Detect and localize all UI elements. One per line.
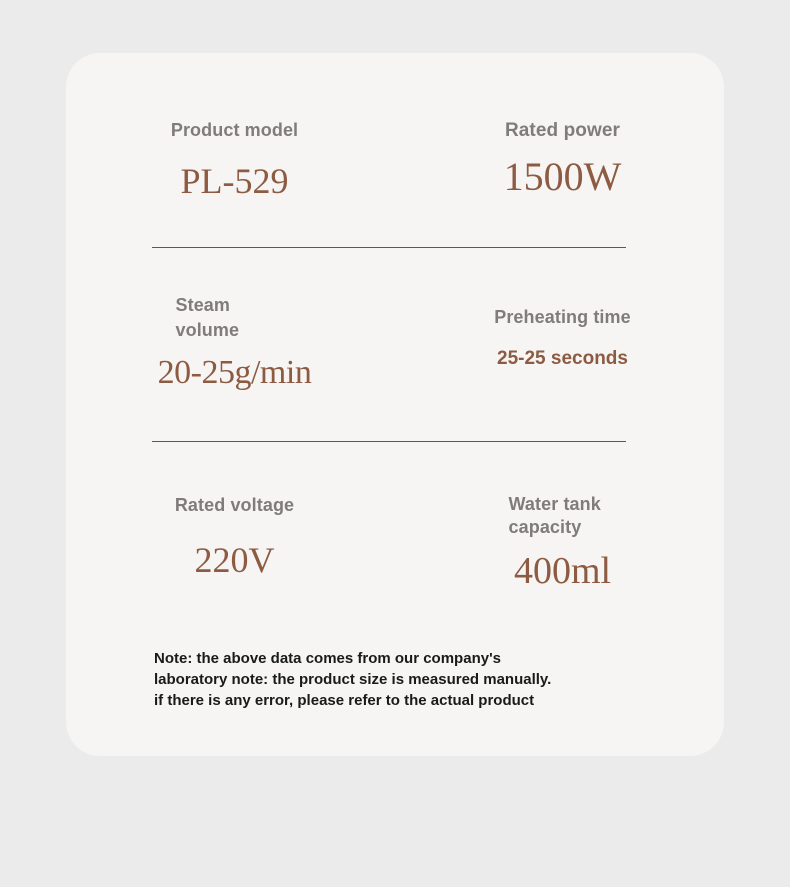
disclaimer-note	[154, 648, 654, 711]
spec-cell-water-tank-capacity	[395, 493, 724, 593]
spec-label-steam-volume: Steam volume	[175, 295, 240, 340]
spec-cell-preheating-time	[395, 293, 724, 395]
note-line-2: laboratory note: the product size is measured manually.	[154, 671, 552, 688]
note-line-3: if there is any error, please refer to the actual product	[154, 692, 535, 709]
spec-cell-product-model	[66, 118, 395, 203]
spec-value-steam-volume: 20-25g/min	[157, 354, 312, 391]
note-line-1: Note: the above data comes from our company's	[154, 650, 501, 667]
spec-cell-rated-power	[395, 118, 724, 203]
spec-value-preheating-time: 25-25 seconds	[497, 348, 628, 369]
spec-value-rated-voltage: 220V	[194, 540, 275, 580]
spec-row-3	[66, 493, 724, 593]
spec-label-product-model: Product model	[170, 120, 299, 140]
product-spec-card	[66, 53, 724, 756]
spec-label-rated-voltage: Rated voltage	[174, 495, 295, 515]
spec-row-1	[66, 118, 724, 203]
spec-cell-steam-volume	[66, 293, 395, 395]
spec-label-water-tank-capacity: Water tank capacity	[508, 494, 601, 537]
spec-cell-rated-voltage	[66, 493, 395, 593]
spec-label-rated-power: Rated power	[504, 120, 621, 141]
spec-row-2	[66, 293, 724, 395]
spec-value-product-model: PL-529	[180, 161, 289, 201]
spec-label-preheating-time: Preheating time	[494, 307, 631, 327]
divider-bottom	[152, 441, 626, 442]
divider-top	[152, 247, 626, 248]
spec-value-rated-power: 1500W	[503, 154, 622, 199]
spec-value-water-tank-capacity: 400ml	[513, 550, 612, 592]
